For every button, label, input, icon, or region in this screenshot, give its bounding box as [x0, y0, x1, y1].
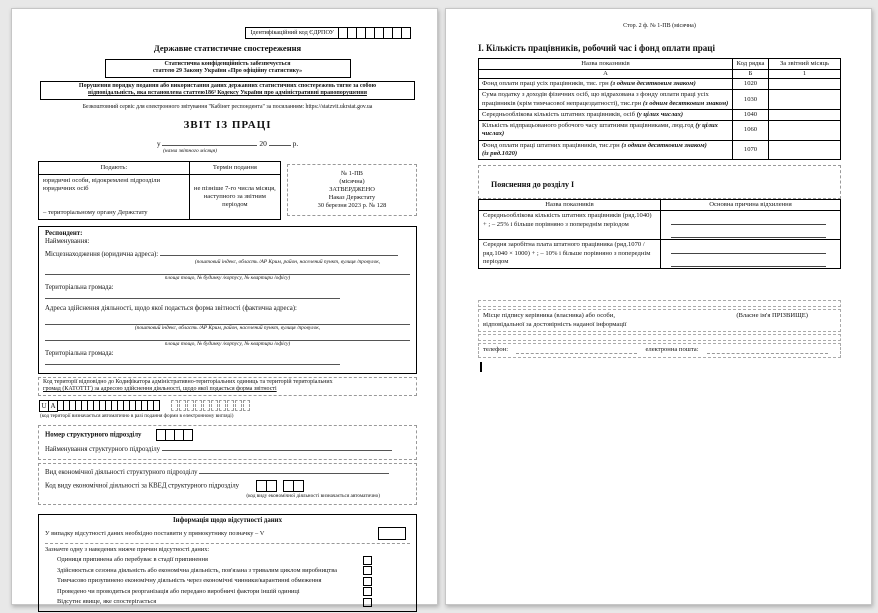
community-blank-1[interactable]: [45, 292, 340, 299]
unit-number-box: [38, 425, 417, 459]
approved-label: ЗАТВЕРДЖЕНО: [329, 186, 375, 194]
submit-col2-header: Термін подання: [212, 163, 257, 171]
katottg-auto-hint: (код території визначається автоматично в разі подання форми в електронному вигляді): [40, 412, 234, 419]
value-cell[interactable]: [769, 109, 841, 120]
no-data-choose: Зазначте одну з наведених нижче причин відсутності даних:: [45, 546, 210, 554]
signature-spacer-top: [478, 300, 841, 307]
community-label-2: Територіальна громада:: [45, 349, 114, 357]
reason-checkbox[interactable]: [363, 577, 372, 586]
kved-cells-1: [257, 480, 277, 492]
col-row-code: Код рядка: [733, 58, 769, 69]
phone-blank[interactable]: [516, 346, 637, 354]
legal-address-row: [45, 249, 410, 266]
signature-main-row: [478, 309, 841, 331]
legal-address-label: Місцезнаходження (юридична адреса):: [45, 250, 159, 258]
actual-address-label: Адреса здійснення діяльності, щодо якої подається форма звітності (фактична адреса):: [45, 304, 297, 312]
violation-warning-box: [40, 81, 415, 100]
community-label-1: Територіальна громада:: [45, 283, 114, 291]
reason-checkbox[interactable]: [363, 566, 372, 575]
edrpou-cell[interactable]: [401, 27, 411, 39]
indicator-name: Фонд оплати праці штатних працівників, тис.грн (з одним десятковим знаком) (із ряд.1020): [479, 140, 733, 159]
submit-term-cell: [190, 175, 280, 219]
submission-table-body: [39, 175, 280, 219]
edrpou-row: [38, 27, 411, 39]
unit-kved-row: [45, 480, 410, 492]
kved-cells-2: [284, 480, 304, 492]
signature-contacts-row: [478, 343, 841, 358]
indicator-name: Кількість відпрацьованого робочого часу штатними працівниками, люд.год (у цілих числах): [479, 121, 733, 140]
unit-name-row: [45, 444, 410, 454]
kved-auto-hint: (код виду економічної діяльності визначається автоматично): [246, 493, 380, 500]
confidentiality-line1: Статистична конфіденційність забезпечується: [164, 60, 291, 67]
e-service-note: Безкоштовний сервіс для електронного звітування "Кабінет респондента" за посиланням: https://statzvit.ukrstat.gov.ua: [82, 103, 373, 110]
value-cell[interactable]: [769, 121, 841, 140]
value-cell[interactable]: [769, 90, 841, 109]
katottg-dash-cell[interactable]: [211, 400, 218, 411]
unit-number-row: [45, 429, 410, 441]
signature-section: [478, 300, 841, 358]
period-year: 20: [259, 138, 267, 148]
explanation-row: [479, 240, 841, 269]
legal-address-hint2: площа тощо, № будинку /корпусу, № квартири /офісу): [164, 275, 291, 282]
col-indicator-name: Назва показників: [479, 58, 733, 69]
report-period: [38, 138, 417, 155]
katottg-dash-cell[interactable]: [235, 400, 242, 411]
violation-line2: відповідальність, яка встановлена статтею186³ Кодексу України про адміністративні правопорушення: [88, 90, 367, 97]
katottg-dash-cell[interactable]: [171, 400, 178, 411]
reason-row: [57, 556, 410, 565]
row-code: 1040: [733, 109, 769, 120]
explanation-header-row: [479, 200, 841, 211]
unit-name-label: Найменування структурного підрозділу: [45, 446, 161, 454]
form-page-1: [11, 8, 438, 605]
explanation-box: [478, 165, 841, 199]
confidentiality-box: [105, 59, 351, 78]
indicators-table: [478, 58, 841, 160]
form-periodicity: (місячна): [339, 178, 365, 186]
signature-place-text: Місце підпису керівника (власника) або особи, відповідальної за достовірність наданої інформації: [483, 312, 627, 328]
reason-label: Одиниця припинена або перебуває в стадії припинення: [57, 556, 208, 564]
form-number: № 1-ПВ: [341, 170, 363, 178]
signature-name-hint: (Власне ім'я ПРІЗВИЩЕ): [736, 312, 808, 320]
reason-checkbox[interactable]: [363, 556, 372, 565]
unit-activity-label: Вид економічної діяльності структурного підрозділу: [45, 468, 198, 476]
reason-label: Відсутнє явище, яке спостерігається: [57, 598, 157, 606]
form-page-2: [445, 8, 872, 605]
subcol-1: 1: [769, 69, 841, 78]
reason-label: Тимчасово призупинено економічну діяльність через економічні чинники/карантинні обмеження: [57, 577, 322, 585]
reason-row: [57, 587, 410, 596]
indicator-name: Фонд оплати праці усіх працівників, тис. грн (з одним десятковим знаком): [479, 79, 733, 90]
phone-label: телефон:: [483, 345, 509, 353]
no-data-mark-box[interactable]: [378, 527, 406, 540]
report-title: ЗВІТ ІЗ ПРАЦІ: [183, 118, 272, 131]
katottg-dashed-cells: [170, 400, 250, 411]
katottg-dash-cell[interactable]: [187, 400, 194, 411]
no-data-box: [38, 514, 417, 612]
indicators-subheader-row: [479, 69, 841, 78]
katottg-dash-cell[interactable]: [227, 400, 234, 411]
katottg-dash-cell[interactable]: [203, 400, 210, 411]
kved-cell[interactable]: [293, 480, 304, 492]
col-report-month: За звітний місяць: [769, 58, 841, 69]
katottg-text2: громад (КАТОТТГ) за адресою здійснення діяльності, щодо якої подається форма звітності: [43, 386, 277, 393]
katottg-dash-cell[interactable]: [179, 400, 186, 411]
legal-address-hint1: (поштовий індекс, область /АР Крим, район, населений пункт, вулиця /провулок,: [194, 259, 381, 266]
reason-blank-line[interactable]: [671, 256, 826, 267]
katottg-text1: Код території відповідно до Кодифікатора адміністративно-територіальних одиниць та територій територіальних: [43, 378, 333, 385]
explain-indicator: Середня заробітна плата штатного працівника (ряд.1070 / ряд.1040 × 1000) + ; – 10% і більше порівняно з попереднім періодом: [479, 240, 661, 269]
community-row-1: [45, 284, 410, 303]
no-data-instruction: У випадку відсутності даних необхідно поставити у прямокутнику позначку – V: [45, 529, 265, 537]
subcol-a: А: [479, 69, 733, 78]
reason-label: Здійснюється сезонна діяльність або економічна діяльність, пов'язана з тривалим циклом виробництва: [57, 566, 337, 574]
reason-checkbox[interactable]: [363, 598, 372, 607]
unit-activity-blank[interactable]: [199, 467, 389, 474]
subcol-b: Б: [733, 69, 769, 78]
email-label: електронна пошта:: [645, 345, 699, 353]
katottg-letter-a: A: [48, 400, 58, 412]
katottg-dash-cell[interactable]: [195, 400, 202, 411]
signature-spacer-mid: [478, 334, 841, 341]
row-code: 1070: [733, 140, 769, 159]
submit-term: не пізніше 7-го числа місяця, наступного за звітним періодом: [193, 184, 276, 209]
reason-checkbox[interactable]: [363, 587, 372, 596]
submission-table-header: [39, 162, 280, 175]
reason-label: Проведено чи проводиться реорганізація або передано виробничі фактори іншій одиниці: [57, 587, 300, 595]
actual-address-hint2: площа тощо, № будинку /корпусу, № квартири /офісу): [164, 341, 291, 348]
edrpou-label: Ідентифікаційний код ЄДРПОУ: [245, 27, 339, 39]
submit-who-cell: [39, 175, 190, 219]
email-blank[interactable]: [707, 346, 828, 354]
explain-indicator: Середньооблікова кількість штатних працівників (ряд.1040) + ; – 25% і більше порівняно з попереднім періодом: [479, 211, 661, 240]
submit-to: – територіальному органу Держстату: [43, 208, 148, 216]
no-data-title: Інформація щодо відсутності даних: [173, 516, 282, 524]
unit-number-cell[interactable]: [183, 429, 193, 441]
indicator-row-1040: [479, 109, 841, 120]
kved-cell[interactable]: [266, 480, 277, 492]
unit-activity-row: [45, 467, 410, 477]
katottg-solid-cells: [58, 400, 160, 411]
indicator-row-1030: [479, 90, 841, 109]
indicator-name: Середньооблікова кількість штатних працівників, осіб (у цілих числах): [479, 109, 733, 120]
actual-address-label-row: [45, 305, 410, 313]
community-blank-2[interactable]: [45, 358, 340, 365]
katottg-cells-row: [40, 400, 417, 412]
reason-blank-line[interactable]: [671, 214, 826, 225]
reason-row: [57, 598, 410, 607]
unit-kved-label: Код виду економічної діяльності за КВЕД структурного підрозділу: [45, 482, 240, 490]
respondent-name-label: Найменування:: [45, 238, 90, 246]
explanation-table: [478, 199, 841, 269]
katottg-cell[interactable]: [153, 400, 160, 411]
row-code: 1030: [733, 90, 769, 109]
unit-number-cells: [157, 429, 193, 441]
violation-line1: Порушення порядку подання або використання даних державних статистичних спостережень тягне за собою: [78, 82, 377, 89]
submission-table: [38, 161, 281, 220]
approval-order-date: 30 березня 2023 р. № 128: [317, 202, 387, 210]
observation-title: Державне статистичне спостереження: [153, 43, 302, 53]
respondent-label: Респондент:: [45, 229, 83, 237]
text-cursor: [480, 362, 482, 372]
unit-activity-box: [38, 463, 417, 505]
katottg-letter-u: U: [39, 400, 49, 412]
community-row-2: [45, 350, 410, 369]
explanation-title: Пояснення до розділу І: [491, 180, 575, 190]
period-suffix: р.: [292, 138, 299, 148]
period-year-blank[interactable]: [269, 138, 291, 146]
katottg-dash-cell[interactable]: [243, 400, 250, 411]
explain-reason-cell: [661, 211, 841, 240]
indicator-row-1020: [479, 79, 841, 90]
reason-blank-line[interactable]: [671, 227, 826, 238]
indicators-header-row: [479, 58, 841, 69]
reason-blank-line[interactable]: [671, 243, 826, 254]
approval-order: Наказ Держстату: [328, 194, 376, 202]
indicator-row-1070: [479, 140, 841, 159]
period-month-blank[interactable]: [162, 138, 257, 146]
value-cell[interactable]: [769, 79, 841, 90]
reason-row: [57, 566, 410, 575]
col-explain-name: Назва показників: [479, 200, 661, 211]
period-prefix: у: [156, 138, 161, 148]
confidentiality-line2: статтею 29 Закону України «Про офіційну статистику»: [152, 68, 303, 75]
indicator-row-1060: [479, 121, 841, 140]
submit-who: юридичні особи, відокремлені підрозділи юридичних осіб: [43, 176, 161, 193]
row-code: 1060: [733, 121, 769, 140]
value-cell[interactable]: [769, 140, 841, 159]
page2-header: Стор. 2 ф. № 1-ПВ (місячна): [623, 23, 696, 29]
unit-number-label: Номер структурного підрозділу: [45, 431, 142, 439]
legal-address-blank[interactable]: [160, 249, 398, 256]
respondent-box: [38, 226, 417, 374]
period-hint: (назва звітного місяця): [163, 147, 217, 154]
indicator-name: Сума податку з доходів фізичних осіб, що відрахована з фонду оплати праці усіх працівників (крім тимчасової непрацездатності), тис.грн (з одним десятковим знаком): [479, 90, 733, 109]
katottg-box: [38, 377, 417, 396]
section1-title: І. Кількість працівників, робочий час і фонд оплати праці: [478, 42, 715, 53]
actual-address-hint1: (поштовий індекс, область /АР Крим, район, населений пункт, вулиця /провулок,: [134, 325, 321, 332]
submission-section: [38, 161, 417, 220]
col-explain-reason: Основна причина відхилення: [661, 200, 841, 211]
submit-col1-header: Подають:: [39, 162, 190, 174]
approval-box: [287, 164, 417, 216]
edrpou-code-cells: [339, 27, 411, 39]
explain-reason-cell: [661, 240, 841, 269]
explanation-row: [479, 211, 841, 240]
unit-name-blank[interactable]: [162, 444, 392, 451]
katottg-dash-cell[interactable]: [219, 400, 226, 411]
reason-row: [57, 577, 410, 586]
row-code: 1020: [733, 79, 769, 90]
no-data-instruction-row: [45, 527, 410, 544]
